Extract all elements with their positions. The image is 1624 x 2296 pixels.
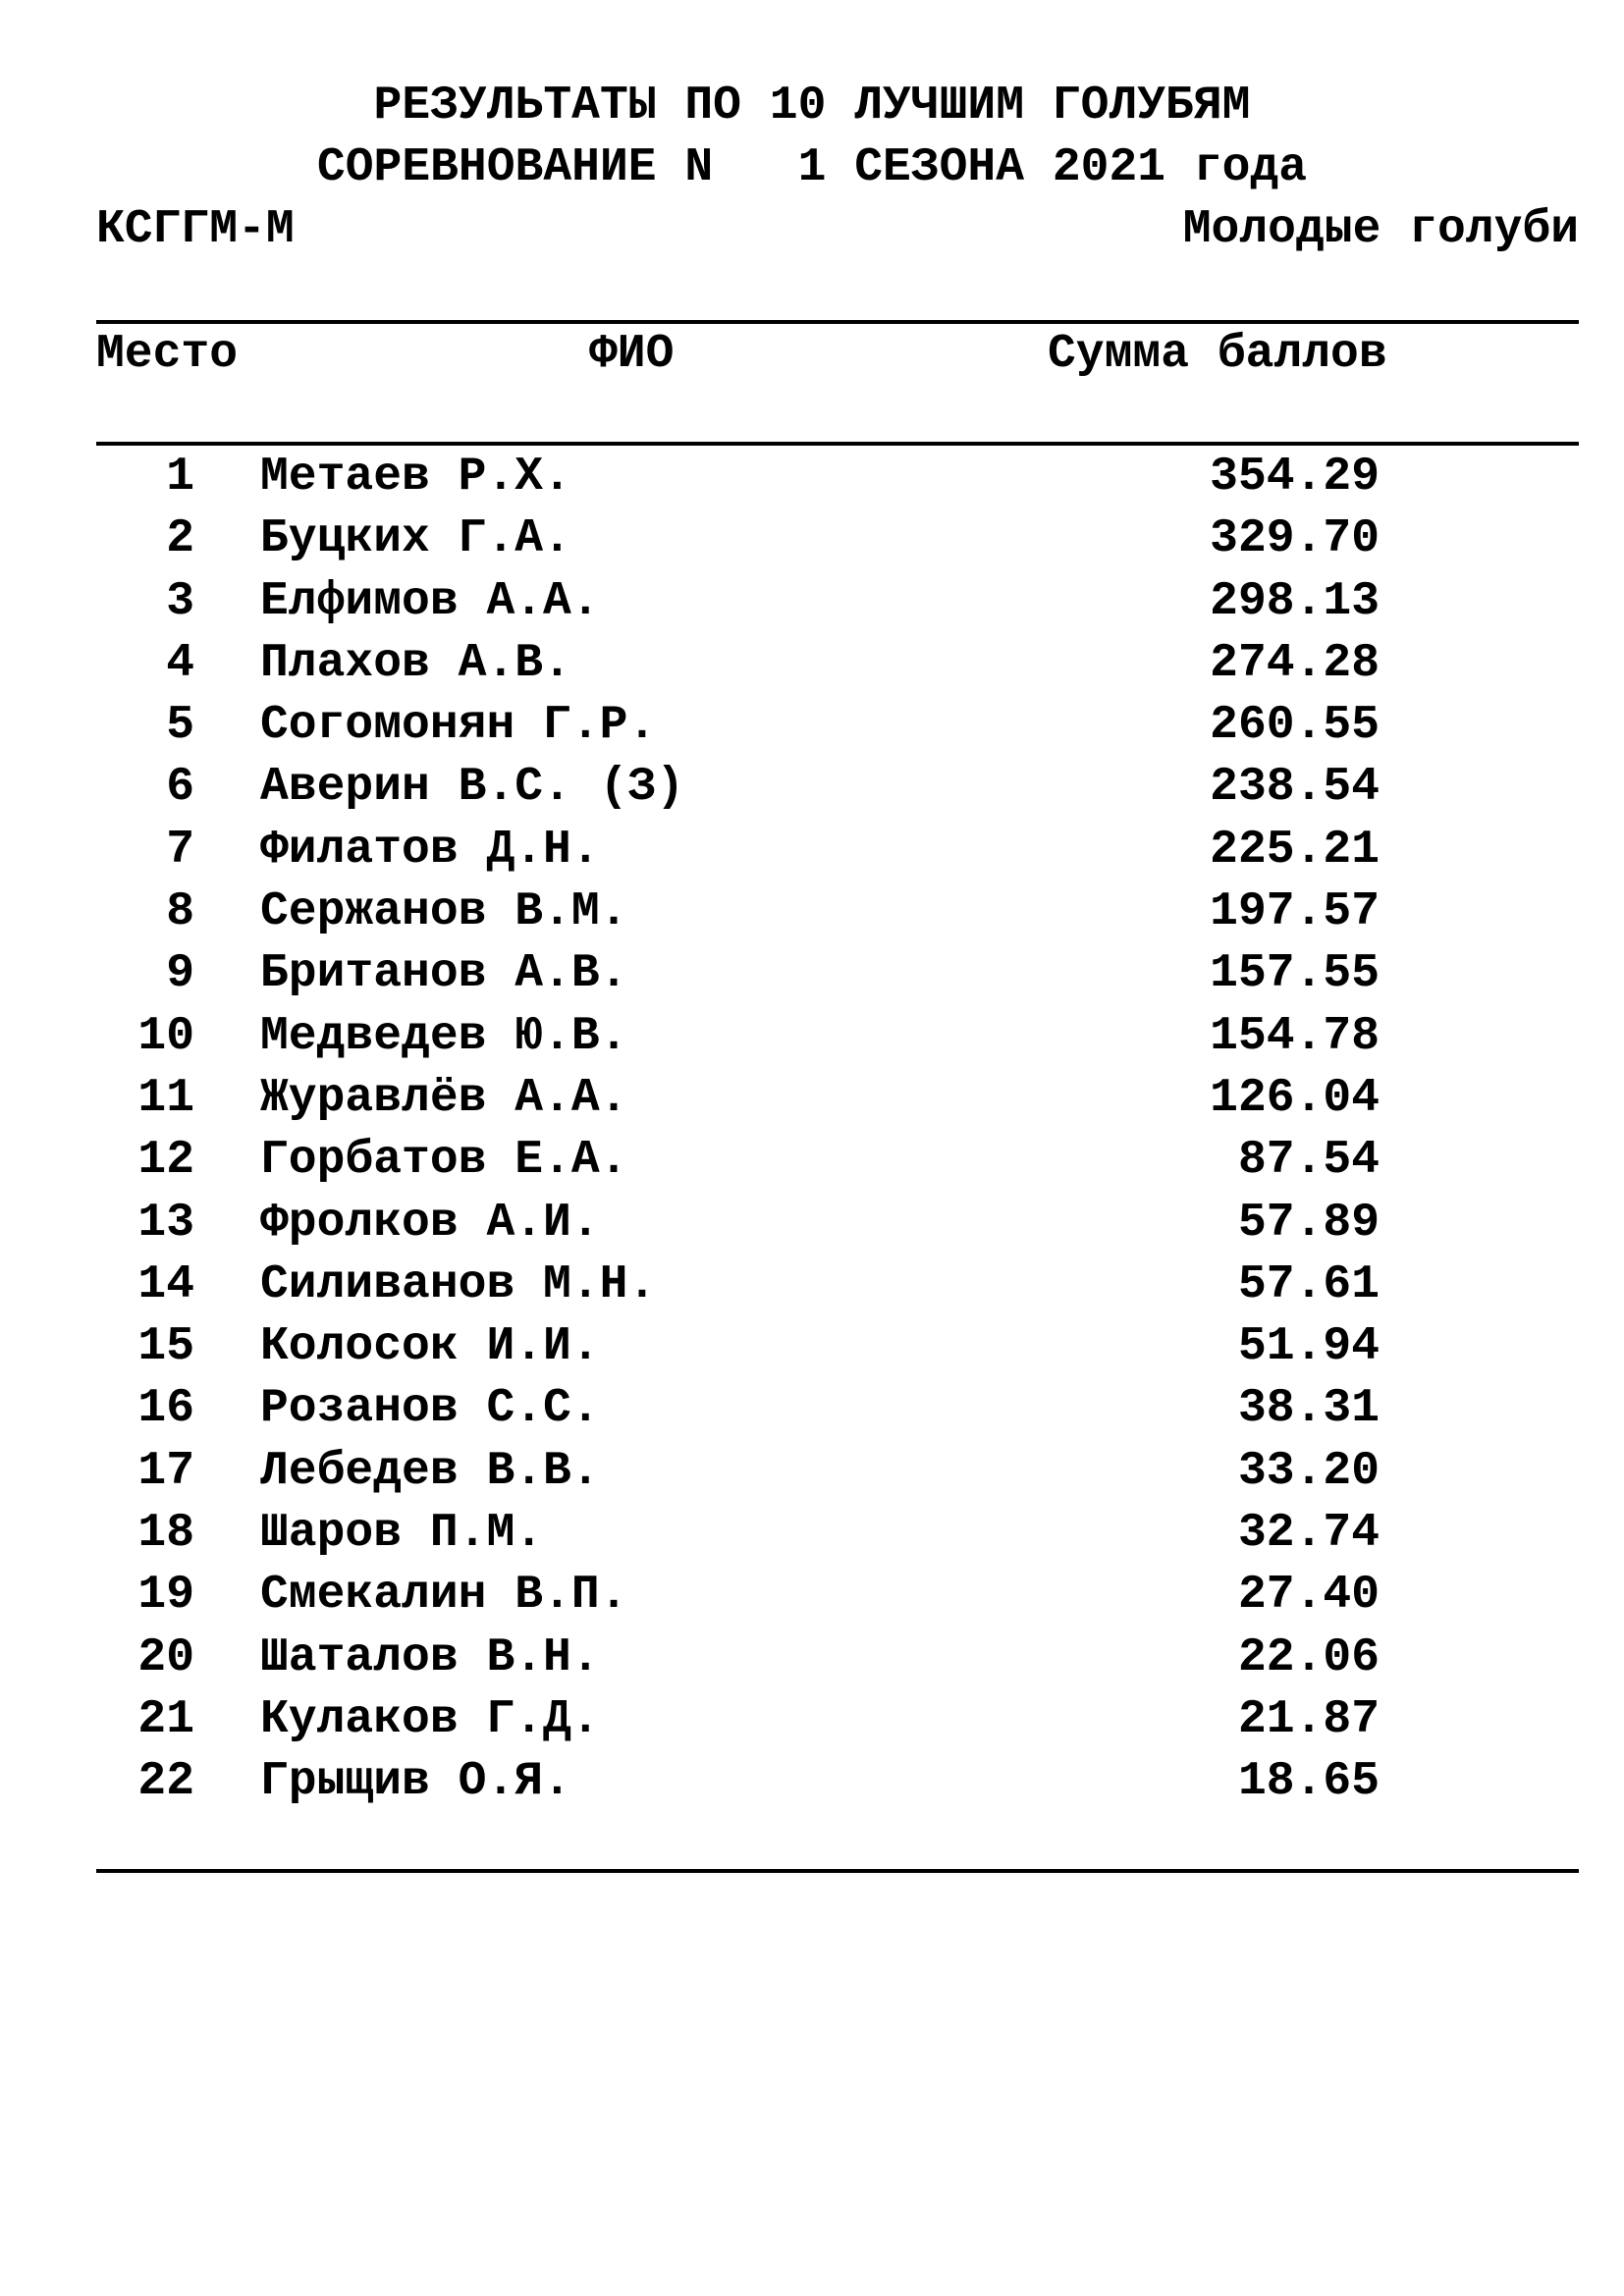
row-place: 7 [166,823,194,877]
table-row [0,1007,1624,1069]
category-label: Молодые голуби [1182,203,1579,256]
row-name: Плахов А.В. [260,636,571,690]
table-bottom-rule [96,1869,1579,1873]
column-header-score: Сумма баллов [1048,328,1387,381]
row-score: 354.29 [1210,451,1380,504]
row-place: 3 [166,574,194,628]
row-score: 87.54 [1237,1134,1380,1188]
row-score: 57.61 [1237,1257,1380,1311]
table-row [0,448,1624,509]
table-row [0,1442,1624,1504]
table-row [0,1194,1624,1255]
table-row [0,1317,1624,1379]
title-line-1: РЕЗУЛЬТАТЫ ПО 10 ЛУЧШИМ ГОЛУБЯМ [373,80,1251,133]
table-row [0,882,1624,944]
row-place: 1 [166,451,194,504]
row-name: Филатов Д.Н. [260,823,600,877]
row-name: Метаев Р.Х. [260,451,571,504]
table-row [0,572,1624,634]
row-score: 126.04 [1210,1071,1380,1125]
row-name: Смекалин В.П. [260,1569,628,1623]
row-name: Колосок И.И. [260,1320,600,1374]
row-place: 12 [137,1134,194,1188]
row-place: 15 [137,1320,194,1374]
row-score: 38.31 [1237,1382,1380,1436]
row-score: 329.70 [1210,512,1380,566]
row-place: 19 [137,1569,194,1623]
table-row [0,1566,1624,1628]
row-name: Буцких Г.А. [260,512,571,566]
table-row [0,1255,1624,1317]
column-header-place: Место [96,328,239,381]
table-row [0,1629,1624,1690]
club-name: КСГГМ-М [96,203,295,256]
row-name: Медведев Ю.В. [260,1009,628,1063]
row-place: 11 [137,1071,194,1125]
row-score: 27.40 [1237,1569,1380,1623]
table-row [0,1069,1624,1131]
row-name: Горбатов Е.А. [260,1134,628,1188]
row-name: Журавлёв А.А. [260,1071,628,1125]
row-name: Кулаков Г.Д. [260,1692,600,1746]
row-place: 16 [137,1382,194,1436]
header-bottom-rule [96,442,1579,446]
table-row [0,1379,1624,1441]
row-score: 32.74 [1237,1507,1380,1561]
row-place: 13 [137,1196,194,1250]
row-place: 21 [137,1692,194,1746]
row-score: 274.28 [1210,636,1380,690]
row-place: 8 [166,885,194,939]
row-place: 22 [137,1755,194,1809]
row-place: 6 [166,761,194,815]
table-row [0,821,1624,882]
row-score: 57.89 [1237,1196,1380,1250]
row-name: Грыщив О.Я. [260,1755,571,1809]
table-row [0,758,1624,820]
row-name: Фролков А.И. [260,1196,600,1250]
row-name: Елфимов А.А. [260,574,600,628]
row-place: 20 [137,1630,194,1684]
table-row [0,1752,1624,1814]
table-row [0,944,1624,1006]
table-row [0,1504,1624,1566]
row-score: 51.94 [1237,1320,1380,1374]
row-name: Британов А.В. [260,947,628,1001]
row-place: 9 [166,947,194,1001]
row-score: 260.55 [1210,699,1380,753]
row-place: 4 [166,636,194,690]
table-row [0,1690,1624,1752]
row-place: 14 [137,1257,194,1311]
row-name: Шаталов В.Н. [260,1630,600,1684]
row-name: Согомонян Г.Р. [260,699,657,753]
row-name: Шаров П.М. [260,1507,544,1561]
row-score: 238.54 [1210,761,1380,815]
table-row [0,509,1624,571]
row-name: Сержанов В.М. [260,885,628,939]
row-score: 225.21 [1210,823,1380,877]
table-row [0,696,1624,758]
row-place: 10 [137,1009,194,1063]
row-score: 157.55 [1210,947,1380,1001]
title-line-2: СОРЕВНОВАНИЕ N 1 СЕЗОНА 2021 года [316,141,1308,194]
row-name: Силиванов М.Н. [260,1257,657,1311]
table-row [0,1131,1624,1193]
row-score: 22.06 [1237,1630,1380,1684]
row-place: 18 [137,1507,194,1561]
row-score: 197.57 [1210,885,1380,939]
row-score: 154.78 [1210,1009,1380,1063]
row-score: 298.13 [1210,574,1380,628]
row-place: 5 [166,699,194,753]
column-header-name: ФИО [589,328,675,381]
row-name: Розанов С.С. [260,1382,600,1436]
row-name: Аверин В.С. (З) [260,761,685,815]
table-row [0,634,1624,696]
row-name: Лебедев В.В. [260,1444,600,1498]
row-place: 2 [166,512,194,566]
row-score: 33.20 [1237,1444,1380,1498]
row-score: 21.87 [1237,1692,1380,1746]
header-top-rule [96,320,1579,324]
row-score: 18.65 [1237,1755,1380,1809]
results-table-body [0,448,1624,1815]
row-place: 17 [137,1444,194,1498]
